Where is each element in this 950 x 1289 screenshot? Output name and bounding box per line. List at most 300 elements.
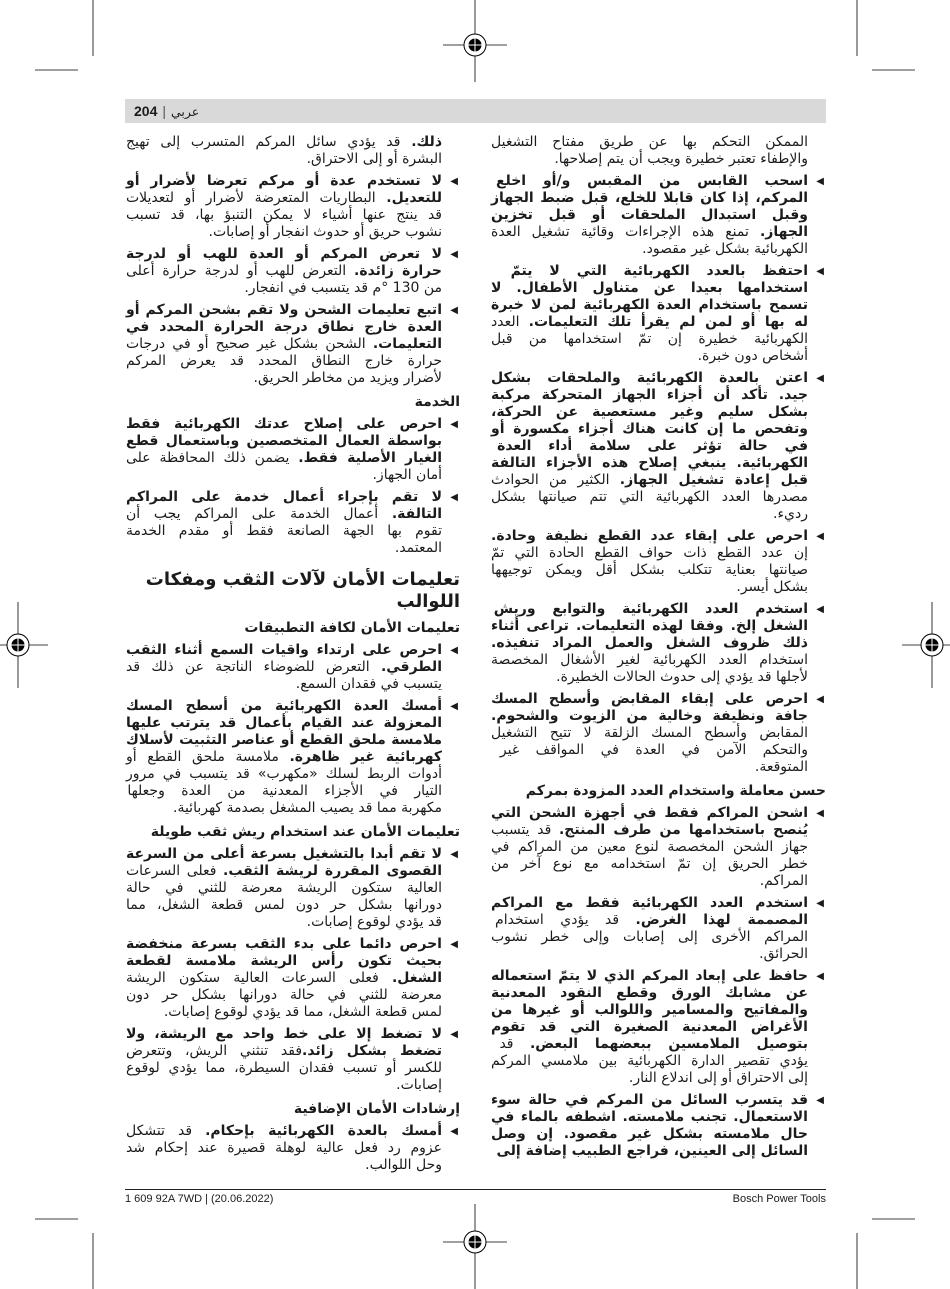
line-content [491,856,808,873]
crop-mark-bottom-right [857,1219,915,1289]
text-line [490,742,826,759]
line-content [500,742,808,759]
body-text: الكهربائية بشكل غير مقصود. [642,241,808,257]
line-content [759,946,808,963]
text-line [490,1019,826,1036]
text-line [125,698,460,715]
line-content [494,601,808,618]
line-content [698,348,808,365]
line-content [126,1043,442,1060]
text-line [125,224,460,241]
line-content [491,370,808,387]
line-content [491,134,808,151]
text-line [125,540,460,557]
line-content [126,523,442,540]
bullet-arrow-icon: ◀ [450,176,458,187]
line-content [126,433,442,450]
line-content [496,1143,808,1160]
bold-text: التالفة. [391,506,442,522]
body-text: عزوم رد فعل عالية لوهلة قصيرة عند إحكام شد [126,1140,442,1156]
bullet-arrow-icon: ◀ [816,266,824,277]
text-line [490,190,826,207]
text-line [125,489,460,506]
body-text: الكهربائية خطيرة إن تمّ استخدامها من قبل [491,331,808,347]
text-line [125,642,460,659]
line-content [491,929,808,946]
text-line [125,263,460,280]
line-content [126,416,442,433]
bold-text: بتوصيل الملامسين ببعضهما البعض. [529,1036,808,1052]
bold-text: قبل إعادة تشغيل الجهاز. [619,472,808,488]
text-line [125,749,460,766]
line-content [491,1053,808,1070]
line-content [396,1077,442,1094]
body-text: دورانها بشكل حر دون لمس قطعة الشغل، مما [126,897,442,913]
line-content [126,715,442,732]
body-text: مصدرها العدد الكهربائية التي تتم صيانتها بشكل [491,489,808,505]
bullet-item [125,489,460,557]
document-code: 1 609 92A 7WD | (20.06.2022) [125,1193,274,1205]
bold-text: وقبل استبدال الملحقات أو قبل تخزين [491,207,808,223]
body-text: أعمال الخدمة على المراكم يجب أن [126,506,392,522]
bold-text: الأغراض المعدنية الصغيرة التي قد تقوم [491,1019,808,1035]
bold-text: قد يتسرب السائل من المركم في حالة سوء [491,1092,808,1108]
text-line [490,207,826,224]
registration-mark-bottom-icon [464,1231,486,1253]
body-text: المقابض وأسطح المسك الزلقة لا تتيح التشغيل [491,725,808,741]
text-line [490,224,826,241]
bold-text: بحيث تكون رأس الريشة ملامسة لقطعة [126,953,442,969]
text-line [125,467,460,484]
line-content [491,725,808,742]
bullet-item [125,698,460,817]
line-content [491,472,808,489]
text-line [490,1143,826,1160]
line-content [556,669,808,686]
bold-text: الشغل. [391,970,442,986]
bold-text: احرص على إبقاء عدد القطع نظيفة وحادة. [491,528,808,544]
line-content [491,895,808,912]
body-text: قد تتشكل [126,1123,206,1139]
body-text: تقوم بها الجهة الصانعة فقط أو مقدم الخدمة [126,523,442,539]
line-content [365,1157,442,1174]
text-line [490,280,826,297]
body-text: إلى الاحتراق أو إلى اندلاع النار. [628,1070,808,1086]
text-line [125,783,460,800]
text-line [125,416,460,433]
bold-text: السائل إلى العينين، فراجع الطبيب إضافة إلى [496,1143,808,1159]
text-line [490,1109,826,1126]
line-content [736,579,808,596]
bold-text: العدة خارج نطاق درجة الحرارة المحدد في [126,319,442,335]
text-line [490,506,826,523]
line-content [209,224,442,241]
bullet-item [490,601,826,686]
line-content [126,936,442,953]
bullet-item [125,936,460,1021]
line-content [254,370,442,387]
line-content [496,173,808,190]
bold-text: اعتن بالعدة الكهربائية والملحقات بشكل [491,370,808,386]
body-text: استخدام العدد الكهربائية لغير الأشغال المخصصة [491,652,808,668]
section-heading [125,1101,460,1118]
text-line [125,766,460,783]
bullet-item [125,642,460,693]
text-line [125,394,460,411]
bullet-item [490,370,826,523]
line-content [395,540,442,557]
line-content [126,489,442,506]
bullet-arrow-icon: ◀ [450,492,458,503]
text-line [125,914,460,931]
bold-text: الكهربائية. ينبغي إصلاح هذه الأجزاء التالفة [491,455,808,471]
bullet-arrow-icon: ◀ [450,1029,458,1040]
line-content [491,839,808,856]
bullet-arrow-icon: ◀ [816,373,824,384]
line-content [491,224,808,241]
line-content [372,467,442,484]
line-content [126,659,442,676]
bold-text: له بها أو لمن لم يقرأ تلك التعليمات. [528,314,808,330]
line-content [126,1123,442,1140]
line-content [126,642,442,659]
bold-text: لا تقم أبدا بالتشغيل بسرعة أعلى من السرعة [126,846,442,862]
bullet-arrow-icon: ◀ [450,249,458,260]
bold-text: حال ملامسته بشكل غير مقصود. إن وصل [491,1126,808,1142]
body-text: والتحكم الآمن في العدة في المواقف غير [499,742,808,758]
bullet-item [490,805,826,890]
line-content [126,207,442,224]
bullet-item [490,895,826,963]
bold-text: الخدمة [414,394,460,410]
text-line [125,207,460,224]
bold-text: يُنصح باستخدامها من طرف المنتج. [558,822,808,838]
bullet-item [490,691,826,776]
text-line [490,472,826,489]
text-line [125,659,460,676]
body-text: وحل اللوالب. [365,1157,442,1173]
body-text: معرضة للثني في حالة دورانها بشكل حر دون [126,987,442,1003]
bold-text: استخدم العدد الكهربائية فقط مع المراكم [491,895,808,911]
text-line [125,800,460,817]
bold-text: الغيار الأصلية فقط. [298,450,442,466]
text-line [490,263,826,280]
bold-text: المركم، إذا كان قابلا للخلع، قبل ضبط الجهاز [491,190,808,206]
page-header [125,99,826,123]
bold-text: لا تقم بإجراء أعمال خدمة على المراكم [126,489,442,505]
text-line [490,708,826,725]
bold-text: ذلك ظروف الشغل والعمل المراد تنفيذه. [491,635,808,651]
bullet-arrow-icon: ◀ [450,305,458,316]
line-content [126,1060,442,1077]
line-content [755,759,808,776]
line-content [491,387,808,404]
line-content [126,190,442,207]
line-content [126,732,442,749]
body-text: التعرض للهب أو لدرجة حرارة أعلى [126,263,355,279]
line-content [126,173,442,190]
bold-text: تعليمات الأمان لكافة التطبيقات [244,620,460,636]
line-content [173,800,442,817]
bold-text: احرص على إصلاح عدتك الكهربائية فقط [126,416,442,432]
text-line [125,846,460,863]
text-line [490,946,826,963]
line-content [126,953,442,970]
bullet-item [490,173,826,258]
body-text: المعتمد. [394,540,442,556]
line-content [491,207,808,224]
bullet-arrow-icon: ◀ [450,1126,458,1137]
text-line [490,173,826,190]
body-text: العالية ستكون الريشة معرضة للثني في حالة [126,880,442,896]
line-content [491,489,808,506]
line-content [491,404,808,421]
text-line [490,1053,826,1070]
text-line [490,805,826,822]
text-line [125,880,460,897]
line-content [126,987,442,1004]
text-line [490,856,826,873]
text-line [125,824,460,841]
line-content [294,1101,460,1118]
bold-text: احتفظ بالعدد الكهربائية التي لا يتمّ [510,263,808,279]
text-line [125,715,460,732]
bullet-arrow-icon: ◀ [816,176,824,187]
line-content [126,319,442,336]
text-line [490,635,826,652]
bold-text: لا تستخدم عدة أو مركم تعرضا لأضرار أو [126,173,442,189]
text-line [490,669,826,686]
text-line [490,652,826,669]
text-line [125,732,460,749]
line-content [126,897,442,914]
section-heading [125,824,460,841]
text-line [125,936,460,953]
body-text: الكثير من الحوادث [491,472,620,488]
line-content [396,591,460,613]
line-content [491,1092,808,1109]
text-line [490,968,826,985]
line-content [146,569,460,591]
section-heading [125,394,460,411]
text-line [490,1126,826,1143]
body-text: لأجلها قد يؤدي إلى حدوث الحالات الخطيرة. [556,669,808,685]
bold-text: أمسك بالعدة الكهربائية بإحكام. [205,1123,442,1139]
bullet-item [490,263,826,365]
line-content [491,1019,808,1036]
registration-mark-top-icon [464,34,486,56]
bold-text: ذلك. [411,134,442,150]
line-content [151,824,460,841]
bullet-arrow-icon: ◀ [450,939,458,950]
line-content [126,970,442,987]
line-content [554,151,808,168]
body-text: قد ينتج عنها أشياء لا يمكن التنبؤ بها، قد تسبب [126,207,442,223]
bold-text: بواسطة العمال المتخصصين وباستعمال قطع [126,433,442,449]
body-text: التيار في الأجزاء المعدنية من العدة وجعلها [127,783,442,799]
text-line [490,387,826,404]
line-content [499,1036,808,1053]
bold-text: ملامسة ملحق القطع أو عناصر التثبيت لأسلاك [126,732,442,748]
text-line [125,970,460,987]
text-line [490,725,826,742]
line-content [491,1002,808,1019]
text-line [490,331,826,348]
text-line [125,134,460,151]
registration-mark-left-icon [7,634,29,656]
text-line [490,1036,826,1053]
paragraph-continuation [125,134,460,168]
page-number: 204 [134,103,158,119]
crop-mark-top-left [35,0,93,70]
text-line [125,953,460,970]
line-content [491,562,808,579]
bold-text: تعليمات الأمان لآلات الثقب ومفكات [145,569,460,590]
text-line [125,173,460,190]
text-line [125,302,460,319]
line-content [126,263,442,280]
text-line [125,280,460,297]
body-text: الحرائق. [759,946,808,962]
text-line [490,873,826,890]
bullet-item [490,968,826,1087]
text-line [125,370,460,387]
text-line [125,863,460,880]
language-label: عربي [171,103,200,119]
body-text: ملامسة ملحق القطع أو [126,749,290,765]
line-content [244,620,460,637]
line-content [491,545,808,562]
bold-text: احرص على إبقاء المقابض وأسطح المسك [491,691,808,707]
body-text: يتسبب في فقدان السمع. [295,676,442,692]
line-content [497,438,808,455]
section-heading [490,783,826,800]
text-line [490,528,826,545]
text-line [125,676,460,693]
body-text: قد يتسبب [491,822,559,838]
text-line [490,314,826,331]
body-text: لمس قطعة الشغل، مما قد يؤدي لوقوع إصابات. [163,1004,442,1020]
text-line [125,897,460,914]
body-text: جهاز الشحن المخصصة لنوع معين من المراكم في [491,839,808,855]
text-line [125,1140,460,1157]
bold-text: عن مشابك الورق وقطع النقود المعدنية [491,985,808,1001]
body-text: الشحن بشكل غير صحيح أو في درجات [126,336,373,352]
text-line [490,822,826,839]
paragraph-continuation [490,134,826,168]
text-line [125,1101,460,1118]
body-text: قد [499,1036,530,1052]
line-content [296,676,442,693]
bold-text: تضغط بشكل زائد. [302,1043,442,1059]
line-content [491,190,808,207]
text-line [490,489,826,506]
bullet-arrow-icon: ◀ [450,849,458,860]
body-text: المراكم. [759,873,808,889]
text-line [125,1060,460,1077]
right-text-column [490,134,826,1160]
text-line [490,1002,826,1019]
body-text: رديء. [773,506,808,522]
line-content [126,1140,442,1157]
bullet-arrow-icon: ◀ [450,701,458,712]
bold-text: الجهاز. [759,224,808,240]
bullet-item [125,846,460,931]
text-line [490,151,826,168]
bullet-arrow-icon: ◀ [450,645,458,656]
line-content [491,635,808,652]
line-content [491,708,808,725]
section-heading [125,620,460,637]
text-line [490,297,826,314]
bullet-arrow-icon: ◀ [816,1095,824,1106]
body-text: العدد [491,314,529,330]
line-content [773,506,808,523]
text-line [125,569,460,591]
bullet-arrow-icon: ◀ [816,694,824,705]
line-content [126,134,442,151]
bold-text: وتفحص ما إن كانت هناك أجزاء مكسورة أو [491,421,808,437]
line-content [491,691,808,708]
line-content [126,698,442,715]
body-text: إصابات. [396,1077,442,1093]
text-line [490,912,826,929]
line-content [307,914,442,931]
text-line [125,506,460,523]
crop-mark-bottom-left [35,1219,93,1289]
bold-text: الطرقي. [380,659,442,675]
body-text: تمنع هذه الإجراءات وقائية تشغيل العدة [491,224,760,240]
bold-text: لا تضغط إلا على خط واحد مع الريشة، ولا [126,1026,442,1042]
bullet-item [125,246,460,297]
line-content [126,880,442,897]
text-line [490,562,826,579]
body-text: يضمن ذلك المحافظة على [126,450,299,466]
bold-text: المعزولة عند القيام بأعمال قد يترتب عليها [126,715,442,731]
line-content [307,151,442,168]
text-line [490,241,826,258]
section-title [125,569,460,613]
bold-text: القصوى المقررة لريشة الثقب. [223,863,442,879]
bullet-item [125,302,460,387]
bold-text: اشحن المراكم فقط في أجهزة الشحن التي [491,805,808,821]
body-text: إن عدد القطع ذات حواف القطع الحادة التي تمّ [491,545,808,561]
line-content [491,822,808,839]
body-text: يؤدي تقصير الدارة الكهربائية بين ملامسي المركم [491,1053,808,1069]
bullet-item [125,173,460,241]
bold-text: للتعديل. [386,190,442,206]
text-line [490,929,826,946]
body-text: من 130 °م قد يتسبب في انفجار. [244,280,442,296]
text-line [125,336,460,353]
bold-text: احرص دائما على بدء الثقب بسرعة منخفضة [126,936,442,952]
registration-mark-right-icon [921,634,943,656]
footer-divider [125,1189,826,1190]
text-line [125,246,460,263]
body-text: حرارة خارج النطاق المحدد قد يعرض المركم [126,353,442,369]
bold-text: أمسك العدة الكهربائية من أسطح المسك [126,698,442,714]
text-line [125,1043,460,1060]
text-line [490,438,826,455]
line-content [126,766,442,783]
line-content [760,873,808,890]
bold-text: بشكل سليم وغير مستعصية عن الحركة، [491,404,808,420]
body-text: لأضرار ويزيد من مخاطر الحريق. [253,370,442,386]
text-line [125,190,460,207]
text-line [490,579,826,596]
bullet-item [125,1026,460,1094]
line-content [126,353,442,370]
